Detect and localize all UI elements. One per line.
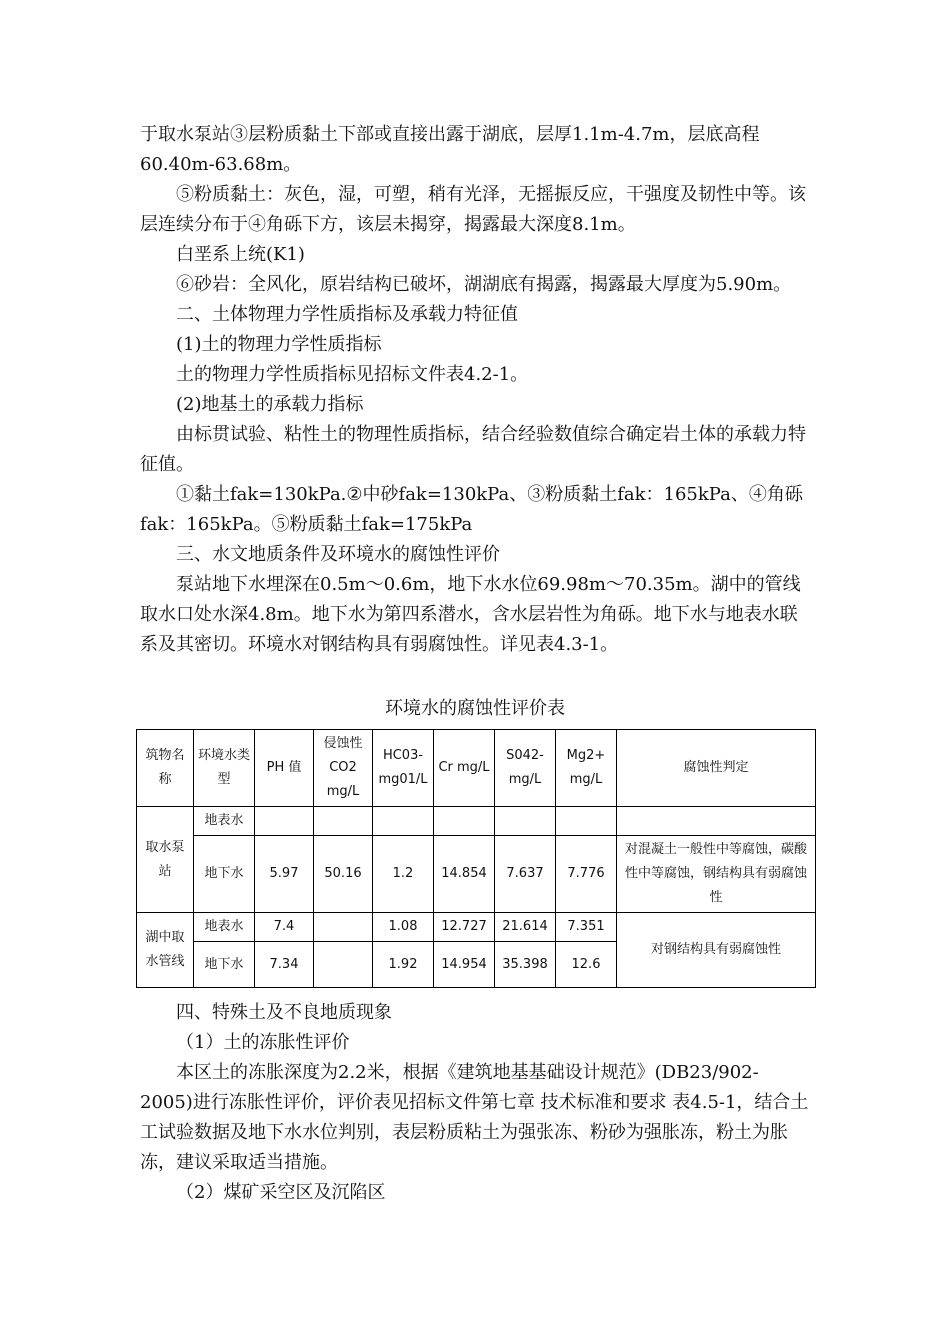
paragraph: ①黏土fak=130kPa.②中砂fak=130kPa、③粉质黏土fak：165kPa、④角砾fak：165kPa。⑤粉质黏土fak=175kPa bbox=[140, 484, 803, 535]
cell-hco3: 1.92 bbox=[373, 942, 434, 988]
header-mg: Mg2+ mg/L bbox=[556, 730, 617, 807]
table-row bbox=[137, 913, 816, 942]
section-heading: 三、水文地质条件及环境水的腐蚀性评价 bbox=[176, 544, 500, 565]
cell-env-type: 地下水 bbox=[194, 942, 255, 988]
paragraph: 土的物理力学性质指标见招标文件表4.2-1。 bbox=[176, 364, 529, 385]
cell-hco3: 1.2 bbox=[373, 836, 434, 913]
cell-co2: 50.16 bbox=[314, 836, 373, 913]
cell-judgement: 对混凝土一般性中等腐蚀，碳酸性中等腐蚀，钢结构具有弱腐蚀性 bbox=[617, 836, 816, 913]
body-text-top bbox=[140, 120, 810, 660]
header-env-type: 环境水类型 bbox=[194, 730, 255, 807]
header-building: 筑物名称 bbox=[137, 730, 194, 807]
cell-env-type: 地表水 bbox=[194, 807, 255, 836]
corrosion-table bbox=[136, 729, 816, 988]
cell-cr: 14.854 bbox=[434, 836, 495, 913]
subsection-heading: (1)土的物理力学性质指标 bbox=[176, 334, 382, 355]
body-text-bottom bbox=[140, 998, 810, 1208]
cell-judgement: 对钢结构具有弱腐蚀性 bbox=[617, 913, 816, 988]
cell-mg bbox=[556, 807, 617, 836]
cell-co2 bbox=[314, 913, 373, 942]
cell-so4: 7.637 bbox=[495, 836, 556, 913]
cell-so4: 35.398 bbox=[495, 942, 556, 988]
paragraph: 白垩系上统(K1) bbox=[176, 244, 305, 265]
cell-ph: 5.97 bbox=[255, 836, 314, 913]
header-hco3: HC03-mg01/L bbox=[373, 730, 434, 807]
cell-mg: 7.351 bbox=[556, 913, 617, 942]
header-so4: S042-mg/L bbox=[495, 730, 556, 807]
cell-env-type: 地表水 bbox=[194, 913, 255, 942]
header-ph: PH 值 bbox=[255, 730, 314, 807]
cell-cr: 14.954 bbox=[434, 942, 495, 988]
cell-co2 bbox=[314, 807, 373, 836]
section-heading: 二、土体物理力学性质指标及承载力特征值 bbox=[176, 304, 518, 325]
cell-mg: 12.6 bbox=[556, 942, 617, 988]
cell-ph bbox=[255, 807, 314, 836]
subsection-heading: （1）土的冻胀性评价 bbox=[176, 1032, 350, 1053]
cell-building: 湖中取水管线 bbox=[137, 913, 194, 988]
table-header-row bbox=[137, 730, 816, 807]
section-heading: 四、特殊土及不良地质现象 bbox=[176, 1002, 392, 1023]
paragraph: 本区土的冻胀深度为2.2米，根据《建筑地基基础设计规范》(DB23/902-2005)进行冻胀性评价，评价表见招标文件第七章 技术标准和要求 表4.5-1，结合土工试验数据及地下水水位判别，表层粉质粘土为强张冻、粉砂为强胀冻，粉土为胀冻，建议采取适当措施。 bbox=[140, 1062, 809, 1173]
cell-building: 取水泵站 bbox=[137, 807, 194, 913]
cell-ph: 7.4 bbox=[255, 913, 314, 942]
header-judgement: 腐蚀性判定 bbox=[617, 730, 816, 807]
table-row bbox=[137, 807, 816, 836]
header-co2: 侵蚀性CO2 mg/L bbox=[314, 730, 373, 807]
cell-hco3: 1.08 bbox=[373, 913, 434, 942]
subsection-heading: （2）煤矿采空区及沉陷区 bbox=[176, 1182, 386, 1203]
cell-cr bbox=[434, 807, 495, 836]
paragraph: ⑥砂岩：全风化，原岩结构已破坏，湖湖底有揭露，揭露最大厚度为5.90m。 bbox=[176, 274, 792, 295]
cell-env-type: 地下水 bbox=[194, 836, 255, 913]
cell-so4: 21.614 bbox=[495, 913, 556, 942]
table-row bbox=[137, 836, 816, 913]
paragraph: ⑤粉质黏土：灰色，湿，可塑，稍有光泽，无摇振反应，干强度及韧性中等。该层连续分布于④角砾下方，该层未揭穿，揭露最大深度8.1m。 bbox=[140, 184, 806, 235]
subsection-heading: (2)地基土的承载力指标 bbox=[176, 394, 364, 415]
paragraph: 泵站地下水埋深在0.5m～0.6m，地下水水位69.98m～70.35m。湖中的管线取水口处水深4.8m。地下水为第四系潜水，含水层岩性为角砾。地下水与地表水联系及其密切。环境水对钢结构具有弱腐蚀性。详见表4.3-1。 bbox=[140, 574, 801, 655]
table-title: 环境水的腐蚀性评价表 bbox=[385, 698, 565, 719]
paragraph: 由标贯试验、粘性土的物理性质指标，结合经验数值综合确定岩土体的承载力特征值。 bbox=[140, 424, 806, 475]
paragraph: 于取水泵站③层粉质黏土下部或直接出露于湖底，层厚1.1m-4.7m，层底高程60.40m-63.68m。 bbox=[140, 124, 760, 175]
cell-co2 bbox=[314, 942, 373, 988]
cell-hco3 bbox=[373, 807, 434, 836]
cell-mg: 7.776 bbox=[556, 836, 617, 913]
cell-so4 bbox=[495, 807, 556, 836]
cell-cr: 12.727 bbox=[434, 913, 495, 942]
cell-empty bbox=[617, 807, 816, 836]
cell-ph: 7.34 bbox=[255, 942, 314, 988]
header-cr: Cr mg/L bbox=[434, 730, 495, 807]
